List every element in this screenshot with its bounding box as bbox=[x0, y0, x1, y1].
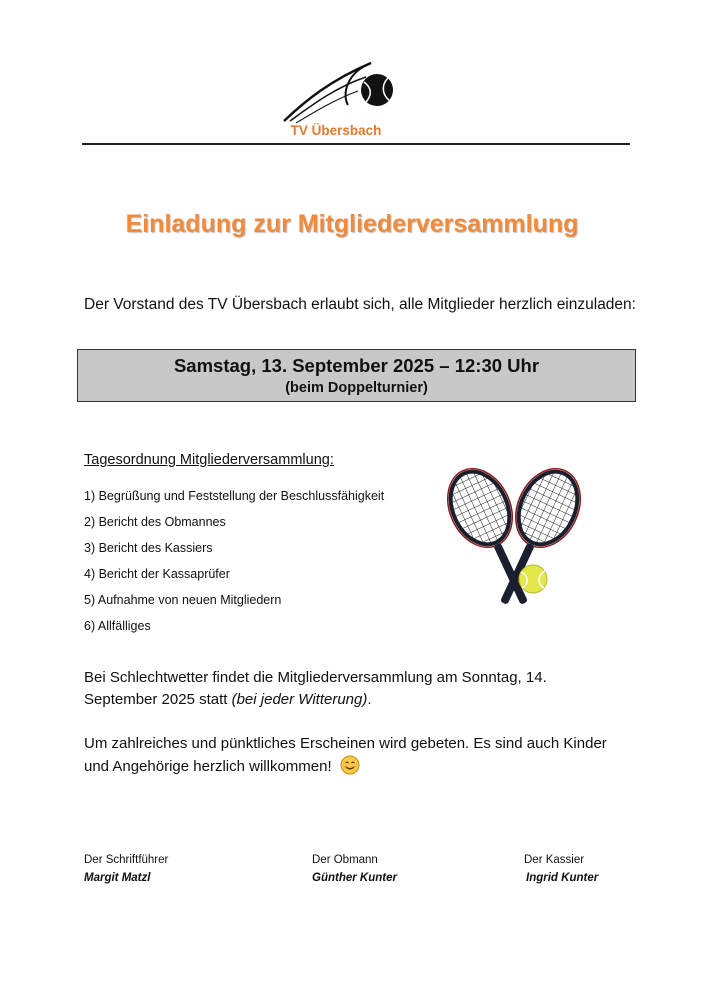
signature-name: Margit Matzl bbox=[84, 872, 151, 884]
agenda-item: 6) Allfälliges bbox=[84, 619, 151, 633]
weather-note-end: . bbox=[367, 691, 372, 708]
agenda-item: 1) Begrüßung und Feststellung der Beschlussfähigkeit bbox=[84, 489, 385, 503]
signature-chairman bbox=[312, 854, 397, 884]
signature-role: Der Obmann bbox=[312, 854, 378, 866]
signature-role: Der Kassier bbox=[524, 854, 585, 866]
weather-note bbox=[84, 667, 624, 711]
agenda-item: 3) Bericht des Kassiers bbox=[84, 541, 213, 555]
tennis-logo-icon bbox=[276, 55, 426, 125]
agenda-item: 2) Bericht des Obmannes bbox=[84, 515, 226, 529]
weather-note-italic: (bei jeder Witterung) bbox=[231, 691, 368, 708]
agenda-item: 5) Aufnahme von neuen Mitgliedern bbox=[84, 593, 282, 607]
date-line: Samstag, 13. September 2025 – 12:30 Uhr bbox=[173, 355, 540, 376]
header-divider bbox=[82, 143, 630, 145]
agenda-heading: Tagesordnung Mitgliederversammlung: bbox=[84, 452, 334, 468]
agenda-list bbox=[84, 489, 384, 645]
closing-text: Um zahlreiches und pünktliches Erscheinen wird gebeten. Es sind auch Kinder und Angehörige herzlich willkommen! bbox=[84, 735, 607, 775]
date-subline: (beim Doppelturnier) bbox=[285, 380, 428, 396]
signature-name: Günther Kunter bbox=[312, 872, 397, 884]
page-title: Einladung zur Mitgliederversammlung bbox=[125, 210, 579, 238]
club-logo bbox=[276, 55, 426, 140]
signature-secretary bbox=[84, 854, 168, 884]
signature-name: Ingrid Kunter bbox=[526, 872, 599, 884]
tennis-rackets-icon bbox=[440, 463, 600, 628]
signature-role: Der Schriftführer bbox=[84, 854, 169, 866]
smiley-icon bbox=[340, 755, 360, 782]
logo-text: TV Übersbach bbox=[290, 123, 382, 138]
signature-treasurer bbox=[524, 854, 598, 884]
date-box bbox=[77, 349, 636, 402]
intro-text: Der Vorstand des TV Übersbach erlaubt sich, alle Mitglieder herzlich einzuladen: bbox=[84, 296, 636, 313]
weather-note-text: Bei Schlechtwetter findet die Mitgliederversammlung am Sonntag, 14. September 2025 statt bbox=[84, 669, 547, 708]
agenda-item: 4) Bericht der Kassaprüfer bbox=[84, 567, 230, 581]
closing-paragraph bbox=[84, 733, 624, 782]
